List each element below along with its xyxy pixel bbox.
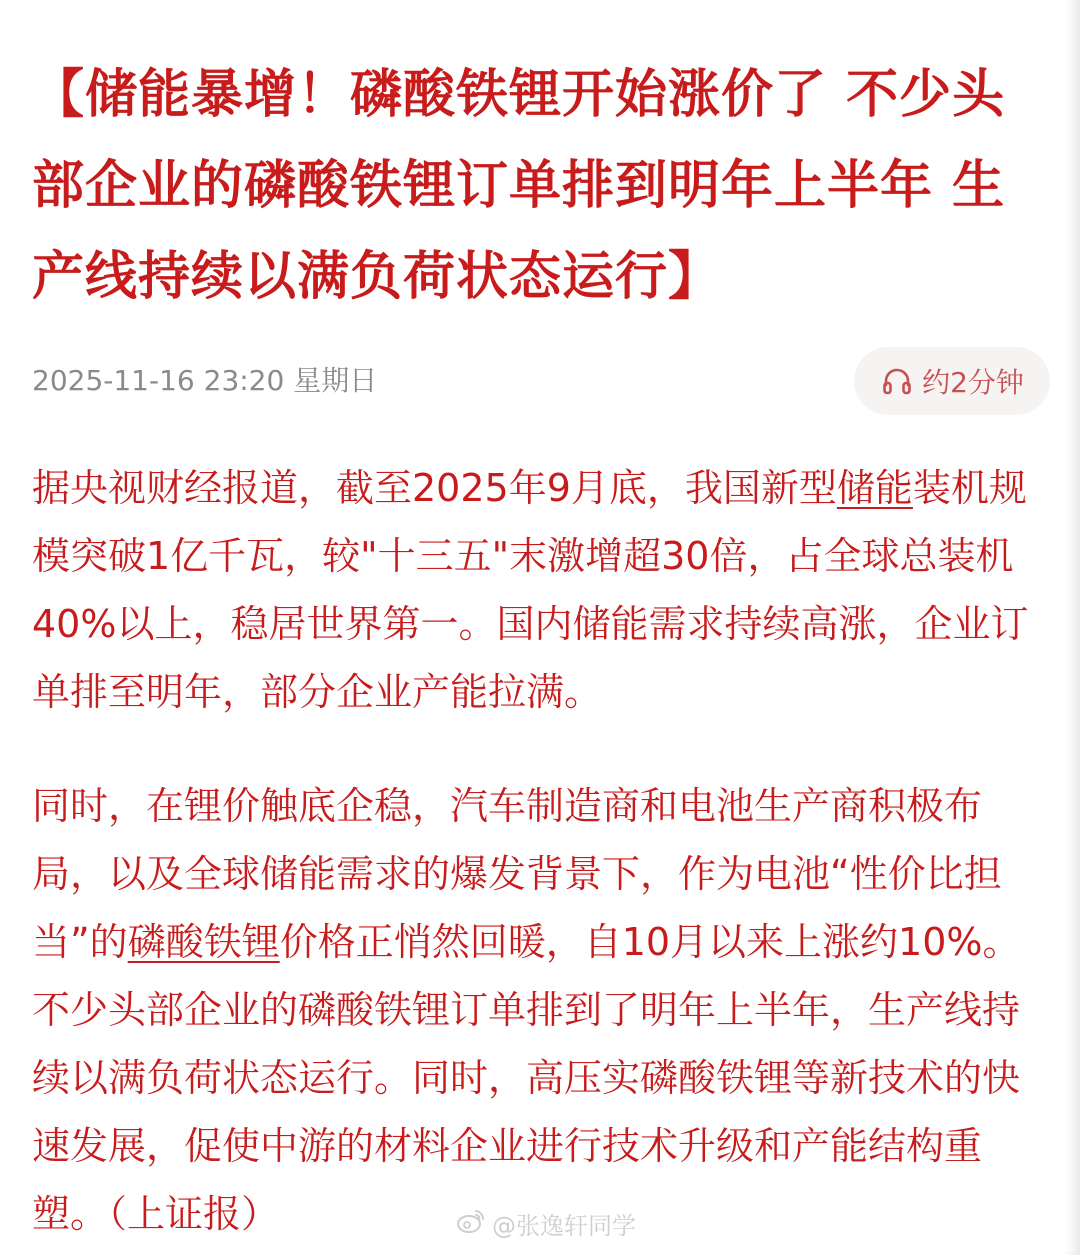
paragraph-1-text-b: 装机规模突破1亿千瓦，较"十三五"末激增超30倍，占全球总装机40%以上，稳居世界第一。国内储能需求持续高涨，企业订单排至明年，部分企业产能拉满。 <box>32 466 1029 714</box>
headphones-icon <box>880 364 914 398</box>
article-meta-row <box>32 347 1052 417</box>
paragraph-1-text-a: 据央视财经报道，截至2025年9月底，我国新型 <box>32 466 837 510</box>
article-paragraph-1 <box>32 454 1052 726</box>
watermark <box>456 1206 636 1241</box>
link-lithium-iron-phosphate[interactable]: 磷酸铁锂 <box>127 920 280 964</box>
paragraph-2-text-b: 价格正悄然回暖，自10月以来上涨约10%。不少头部企业的磷酸铁锂订单排到了明年上半年，生产线持续以满负荷状态运行。同时，高压实磷酸铁锂等新技术的快速发展，促使中游的材料企业进行技术升级和产能结构重塑。（上证报） <box>32 920 1021 1236</box>
publish-datetime: 2025-11-16 23:20 星期日 <box>32 364 378 397</box>
article-headline: 【储能暴增！磷酸铁锂开始涨价了 不少头部企业的磷酸铁锂订单排到明年上半年 生产线持续以满负荷状态运行】 <box>32 65 1006 307</box>
article-paragraph-2 <box>32 772 1052 1248</box>
listen-audio-button[interactable] <box>854 347 1050 415</box>
audio-duration-label: 约2分钟 <box>922 366 1024 399</box>
weibo-logo-icon <box>456 1208 486 1240</box>
link-energy-storage[interactable]: 储能 <box>836 466 913 510</box>
watermark-text: @张逸轩同学 <box>492 1212 636 1240</box>
paragraph-2-text-a: 同时，在锂价触底企稳，汽车制造商和电池生产商积极布局，以及全球储能需求的爆发背景下，作为电池“性价比担当”的 <box>32 784 1002 964</box>
